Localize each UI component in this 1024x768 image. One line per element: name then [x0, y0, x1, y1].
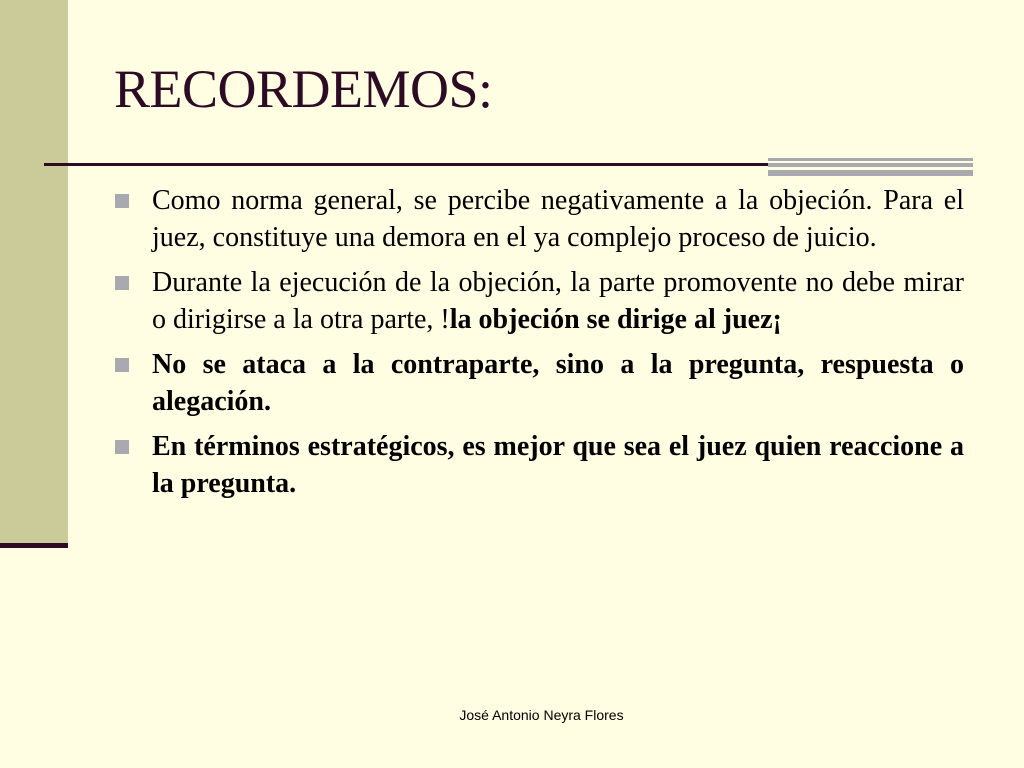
side-band-decoration [0, 0, 68, 546]
bullet-text: No se ataca a la contraparte, sino a la pregunta, respuesta o alegación. [152, 349, 964, 417]
bullet-item [112, 182, 964, 256]
accent-bar [768, 170, 973, 176]
bullet-item [112, 264, 964, 338]
square-bullet-icon [115, 358, 129, 372]
title-accent-bars [768, 158, 973, 178]
bullet-text: Como norma general, se percibe negativamente a la objeción. Para el juez, constituye una demora en el ya complejo proceso de juicio. [152, 185, 964, 253]
bullet-item [112, 346, 964, 420]
square-bullet-icon [115, 440, 129, 454]
bullet-text: En términos estratégicos, es mejor que sea el juez quien reaccione a la pregunta. [152, 431, 964, 499]
bullet-list [112, 182, 964, 510]
side-band-underline [0, 543, 68, 548]
square-bullet-icon [115, 276, 129, 290]
accent-bar [768, 158, 973, 161]
bullet-emphasis: la objeción se dirige al juez¡ [449, 304, 782, 335]
bullet-text: Durante la ejecución de la objeción, la parte promovente no debe mirar o dirigirse a la otra parte, ! [152, 267, 964, 335]
slide-title: RECORDEMOS: [114, 59, 493, 119]
footer-author: José Antonio Neyra Flores [459, 707, 624, 723]
bullet-item [112, 428, 964, 502]
square-bullet-icon [115, 194, 129, 208]
accent-bar [768, 163, 973, 167]
